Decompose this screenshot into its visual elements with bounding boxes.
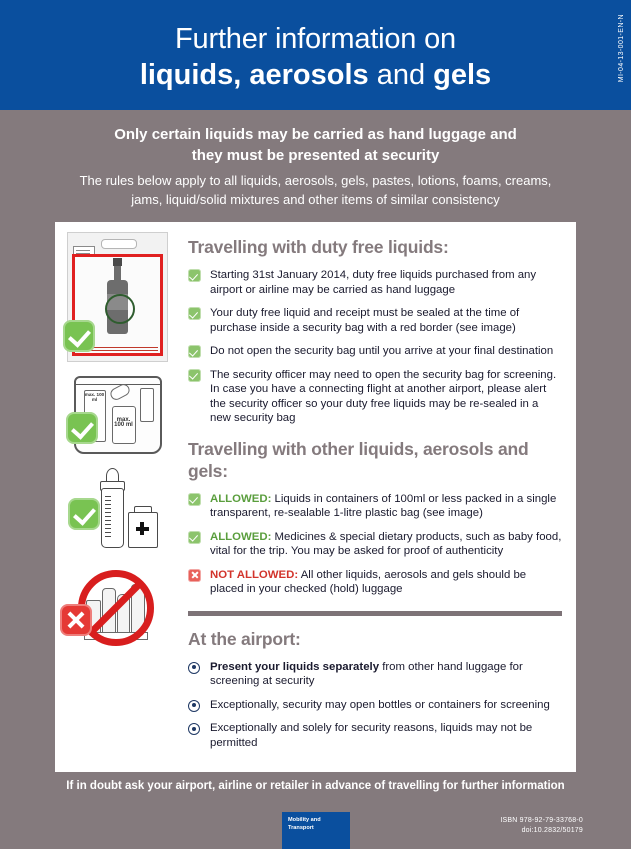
section-divider bbox=[188, 611, 562, 616]
check-icon bbox=[188, 369, 201, 382]
bullet-list-at-the-airport bbox=[188, 660, 562, 751]
prohibited-liquids-illustration bbox=[66, 568, 170, 646]
allowed-label: ALLOWED: bbox=[210, 492, 272, 505]
container-label-small: max. 100 ml bbox=[84, 392, 105, 402]
bag-zip-icon bbox=[76, 379, 160, 385]
bullet-list-other-liquids bbox=[188, 492, 562, 597]
list-item-text: Liquids in containers of 100ml or less packed in a single transparent, re-sealable 1-litre plastic bag (see image) bbox=[210, 492, 557, 519]
list-item-text: Medicines & special dietary products, such as baby food, vital for the trip. You may be asked for proof of authenticity bbox=[210, 530, 562, 557]
list-item bbox=[188, 568, 562, 597]
baby-food-medicine-illustration bbox=[72, 468, 164, 552]
allowed-label: ALLOWED: bbox=[210, 530, 272, 543]
list-item-text: Exceptionally and solely for security reasons, liquids may not be permitted bbox=[210, 722, 533, 749]
page-title-line2 bbox=[0, 57, 631, 93]
footer-advice: If in doubt ask your airport, airline or retailer in advance of travelling for further information bbox=[66, 780, 565, 792]
isbn-text: ISBN 978-92-79-33768-0 bbox=[500, 817, 583, 824]
list-item bbox=[188, 492, 562, 521]
list-item-text: Starting 31st January 2014, duty free liquids purchased from any airport or airline may be carried as hand luggage bbox=[210, 269, 537, 296]
check-icon bbox=[188, 345, 201, 358]
subheader-note-line2: jams, liquid/solid mixtures and other items of similar consistency bbox=[131, 192, 500, 207]
list-item-text: Do not open the security bag until you arrive at your final destination bbox=[210, 345, 554, 357]
security-bag-illustration bbox=[67, 232, 168, 362]
bottle-measure-scale-icon bbox=[105, 496, 111, 540]
list-item-text: Your duty free liquid and receipt must be sealed at the time of purchase inside a security bag with a red border (see image) bbox=[210, 307, 520, 334]
list-item-text: The security officer may need to open the security bag for screening. In case you have a connecting flight at another airport, please alert the security officer so your duty free liquids may be re-sealed in a new security bag bbox=[210, 368, 557, 424]
medical-cross-icon bbox=[136, 522, 149, 535]
list-item bbox=[188, 530, 562, 559]
check-icon bbox=[188, 269, 201, 282]
list-item-text: Exceptionally, security may open bottles or containers for screening bbox=[210, 698, 550, 711]
cross-icon bbox=[188, 569, 201, 582]
bullet-list-duty-free bbox=[188, 268, 562, 426]
page-title-emphasis-2: gels bbox=[433, 59, 492, 91]
not-allowed-label: NOT ALLOWED: bbox=[210, 568, 299, 581]
content-column bbox=[180, 222, 576, 772]
section-title-at-the-airport: At the airport: bbox=[188, 628, 301, 649]
allowed-badge-medicine bbox=[68, 498, 100, 530]
section-title-other-liquids: Travelling with other liquids, aerosols and gels: bbox=[188, 438, 529, 481]
seal-ring-icon bbox=[105, 294, 135, 324]
document-code: MI-04-13-001-EN-N bbox=[618, 14, 625, 83]
bag-handle-icon bbox=[101, 239, 137, 249]
section-title-duty-free: Travelling with duty free liquids: bbox=[188, 237, 449, 257]
doi-text: doi:10.2832/50179 bbox=[521, 826, 583, 834]
list-item-lead: Present your liquids separately bbox=[210, 660, 380, 673]
bullet-dot-icon bbox=[188, 723, 200, 735]
list-item-text: All other liquids, aerosols and gels should be placed in your checked (hold) luggage bbox=[210, 568, 527, 595]
container-label-large: max. 100 ml bbox=[114, 417, 133, 428]
bullet-dot-icon bbox=[188, 662, 200, 674]
list-item bbox=[188, 698, 562, 713]
check-icon bbox=[188, 307, 201, 320]
logo-line2: Transport bbox=[288, 824, 314, 831]
bullet-dot-icon bbox=[188, 700, 200, 712]
eu-mobility-transport-logo bbox=[282, 812, 350, 849]
page-title-line1: Further information on bbox=[175, 23, 456, 55]
list-item bbox=[188, 344, 562, 359]
list-item-text: from other hand luggage for screening at security bbox=[210, 660, 523, 687]
list-item bbox=[188, 268, 562, 297]
check-icon bbox=[188, 531, 201, 544]
page-header bbox=[0, 0, 631, 110]
illustration-column bbox=[55, 222, 180, 772]
page-title-conjunction: and bbox=[368, 59, 434, 91]
plastic-bag-illustration bbox=[74, 376, 162, 454]
page-title-emphasis-1: liquids, aerosols bbox=[139, 59, 369, 91]
list-item bbox=[188, 721, 562, 750]
content-card bbox=[55, 222, 576, 772]
not-allowed-badge bbox=[60, 604, 92, 636]
subheader-strong-line2: they must be presented at security bbox=[191, 147, 440, 164]
allowed-badge-plastic-bag bbox=[66, 412, 98, 444]
list-item bbox=[188, 306, 562, 335]
logo-line1: Mobility and bbox=[288, 817, 321, 823]
check-icon bbox=[188, 493, 201, 506]
subheader-strong-line1: Only certain liquids may be carried as hand luggage and bbox=[114, 126, 517, 143]
list-item bbox=[188, 368, 562, 426]
publication-identifiers bbox=[500, 816, 583, 835]
allowed-badge-duty-free bbox=[63, 320, 95, 352]
subheader-note-line1: The rules below apply to all liquids, aerosols, gels, pastes, lotions, foams, creams, bbox=[79, 173, 552, 188]
list-item bbox=[188, 660, 562, 689]
tube-container-icon bbox=[140, 388, 154, 422]
subheader bbox=[0, 110, 631, 221]
